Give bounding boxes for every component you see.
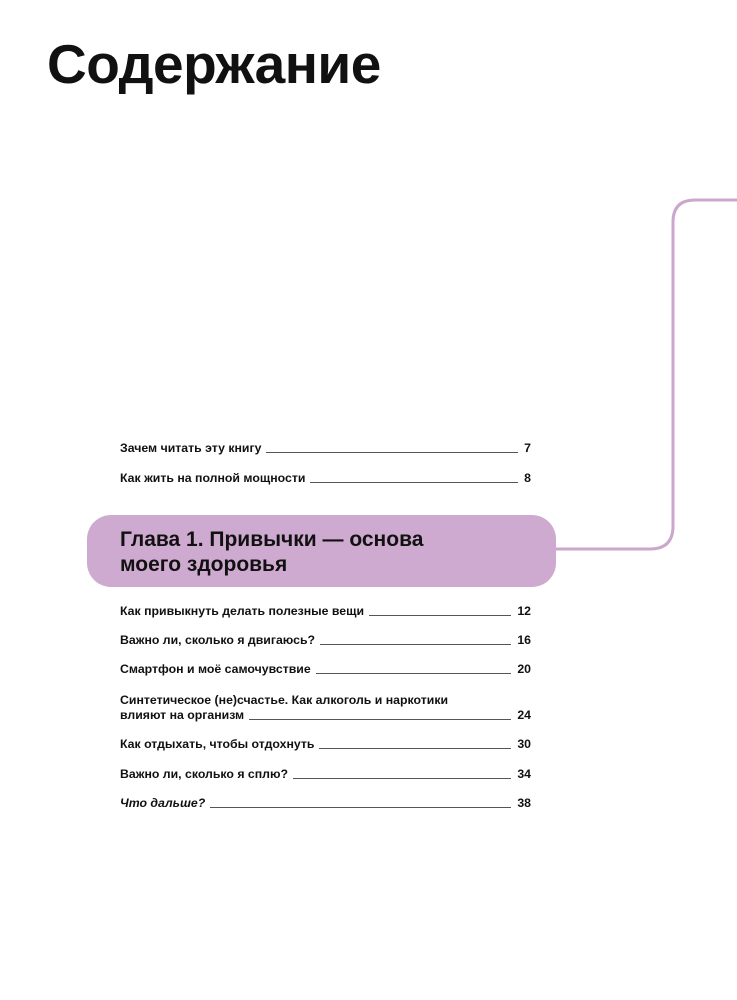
chapter-heading[interactable] xyxy=(87,515,556,587)
leader-line xyxy=(249,719,511,720)
toc-entry-title: Зачем читать эту книгу xyxy=(120,441,262,455)
toc-entry-title: влияют на организм xyxy=(120,708,245,722)
leader-line xyxy=(319,748,511,749)
toc-entry[interactable] xyxy=(120,767,531,782)
toc-entry-page: 38 xyxy=(517,796,531,810)
chapter-title-line1: Глава 1. Привычки — основа xyxy=(120,528,424,551)
leader-line xyxy=(316,673,512,674)
toc-entry-title-line1: Синтетическое (не)счастье. Как алкоголь и наркотики xyxy=(120,693,449,707)
page-title: Содержание xyxy=(47,33,381,95)
toc-entry-page: 7 xyxy=(524,441,531,455)
toc-entry-title: Что дальше? xyxy=(120,796,206,810)
toc-entry[interactable] xyxy=(120,693,531,723)
toc-entry-page: 30 xyxy=(517,737,531,751)
leader-line xyxy=(369,615,511,616)
leader-line xyxy=(266,452,518,453)
toc-entry[interactable] xyxy=(120,441,531,456)
toc-entry-title: Как привыкнуть делать полезные вещи xyxy=(120,604,365,618)
toc-entry-title: Как отдыхать, чтобы отдохнуть xyxy=(120,737,315,751)
toc-entry[interactable] xyxy=(120,604,531,619)
toc-entry[interactable] xyxy=(120,796,531,811)
toc-entry[interactable] xyxy=(120,737,531,752)
toc-entry-title: Смартфон и моё самочувствие xyxy=(120,662,311,676)
chapter-title xyxy=(120,527,423,577)
leader-line xyxy=(310,482,518,483)
toc-entry[interactable] xyxy=(120,662,531,677)
toc-entry-page: 8 xyxy=(524,471,531,485)
toc-entry-page: 20 xyxy=(517,662,531,676)
toc-entry-title: Важно ли, сколько я сплю? xyxy=(120,767,289,781)
toc-entry-title: Важно ли, сколько я двигаюсь? xyxy=(120,633,316,647)
toc-entry-page: 12 xyxy=(517,604,531,618)
toc-entry[interactable] xyxy=(120,471,531,486)
toc-entry-page: 34 xyxy=(517,767,531,781)
leader-line xyxy=(320,644,511,645)
toc-entry-page: 16 xyxy=(517,633,531,647)
leader-line xyxy=(293,778,511,779)
toc-entry[interactable] xyxy=(120,633,531,648)
leader-line xyxy=(210,807,511,808)
toc-entry-title: Как жить на полной мощности xyxy=(120,471,306,485)
chapter-title-line2: моего здоровья xyxy=(120,553,288,576)
toc-entry-page: 24 xyxy=(517,708,531,722)
